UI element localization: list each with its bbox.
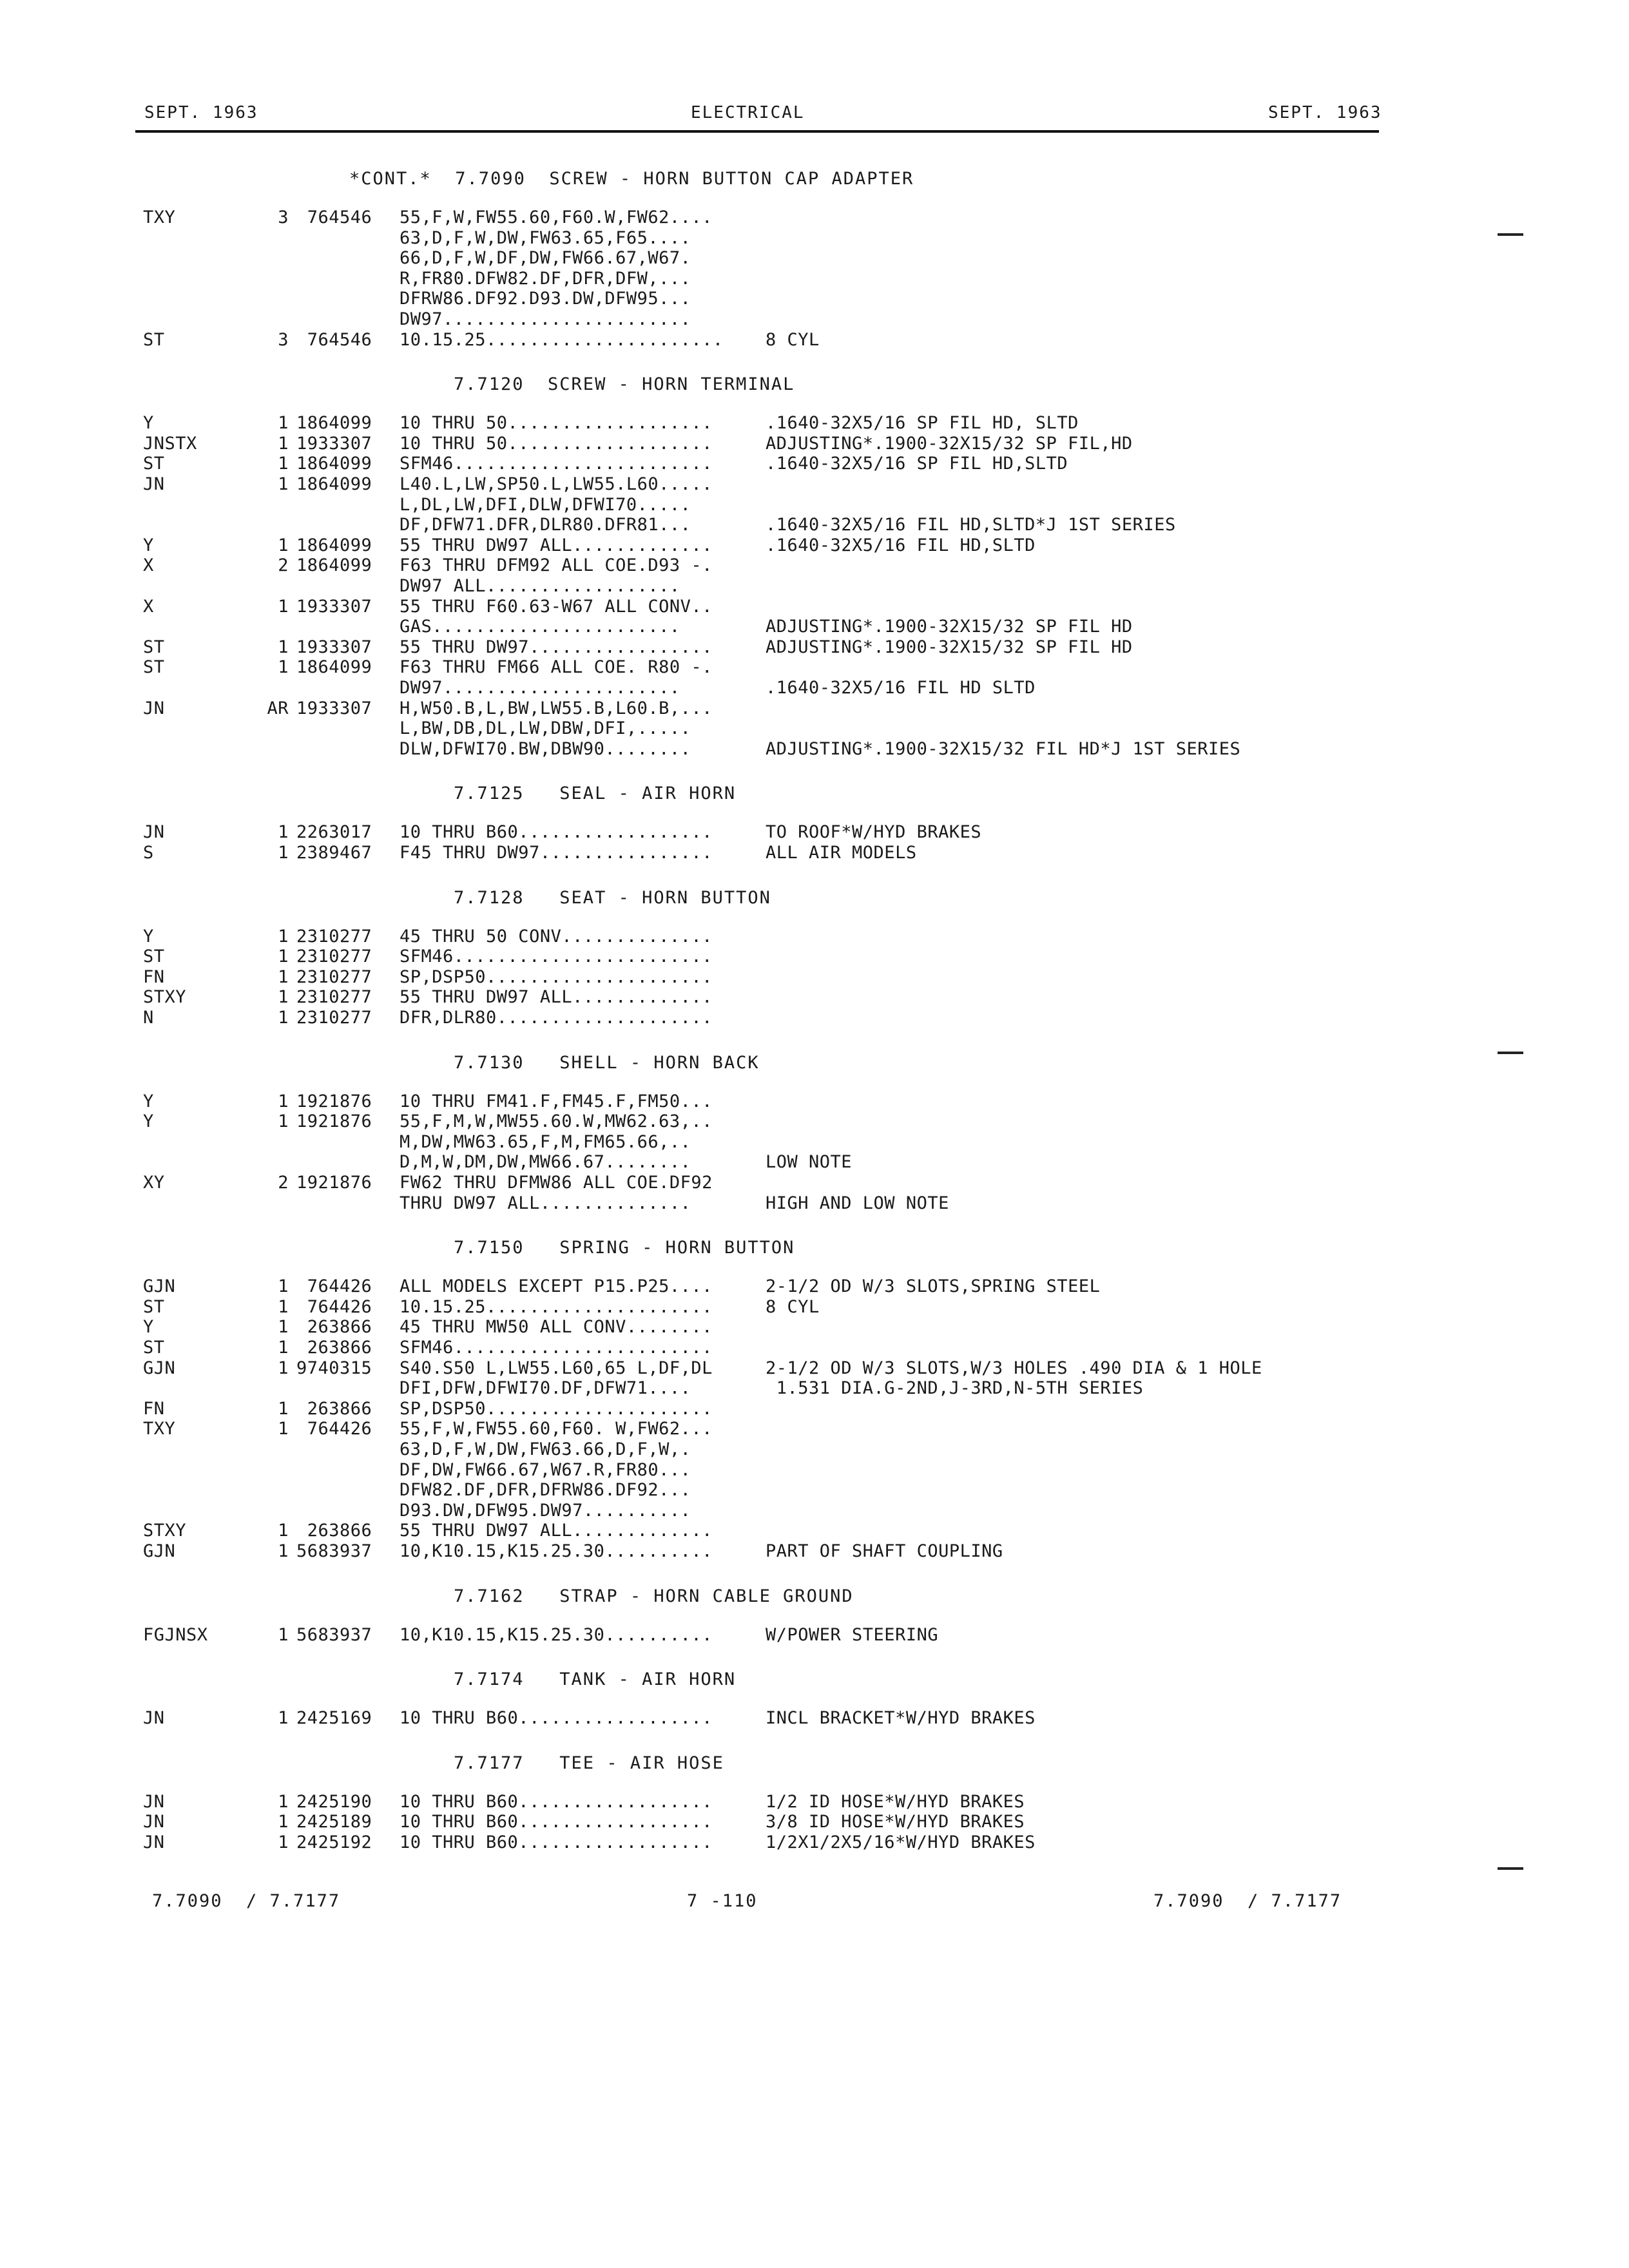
model-code: FGJNSX: [143, 1624, 208, 1645]
part-number: 263866: [296, 1521, 372, 1541]
description: PART OF SHAFT COUPLING: [766, 1541, 1003, 1561]
description: ADJUSTING*.1900-32X15/32 SP FIL HD: [766, 637, 1133, 657]
model-code: TXY: [143, 1419, 176, 1439]
description: 1/2 ID HOSE*W/HYD BRAKES: [766, 1791, 1025, 1812]
model-applicability: 10.15.25......................: [400, 329, 724, 350]
model-applicability: 55 THRU F60.63-W67 ALL CONV..: [400, 596, 713, 617]
model-code: S: [143, 843, 154, 863]
quantity: 1: [278, 413, 289, 434]
part-number: 1933307: [296, 433, 372, 454]
model-applicability: THRU DW97 ALL..............: [400, 1193, 691, 1213]
description: 3/8 ID HOSE*W/HYD BRAKES: [766, 1812, 1025, 1832]
header-title: ELECTRICAL: [691, 103, 805, 122]
model-applicability: 10 THRU FM41.F,FM45.F,FM50...: [400, 1091, 713, 1111]
model-applicability: DF,DW,FW66.67,W67.R,FR80...: [400, 1459, 691, 1480]
description: 1.531 DIA.G-2ND,J-3RD,N-5TH SERIES: [766, 1378, 1144, 1399]
part-number: 1864099: [296, 555, 372, 576]
part-number: 1921876: [296, 1091, 372, 1111]
model-code: FN: [143, 966, 165, 987]
model-applicability: F63 THRU FM66 ALL COE. R80 -.: [400, 657, 713, 678]
description: W/POWER STEERING: [766, 1624, 939, 1645]
model-applicability: F45 THRU DW97................: [400, 843, 713, 863]
part-number: 263866: [296, 1317, 372, 1338]
model-applicability: 10 THRU B60..................: [400, 1832, 713, 1852]
model-code: FN: [143, 1398, 165, 1419]
model-applicability: 63,D,F,W,DW,FW63.66,D,F,W,.: [400, 1439, 691, 1459]
model-applicability: L,DL,LW,DFI,DLW,DFWI70.....: [400, 494, 691, 515]
quantity: 1: [278, 1624, 289, 1645]
header-date-right: SEPT. 1963: [1268, 103, 1382, 122]
section-title: 7.7177 TEE - AIR HOSE: [454, 1753, 724, 1773]
model-applicability: DFI,DFW,DFWI70.DF,DFW71....: [400, 1378, 691, 1399]
model-code: JN: [143, 474, 165, 494]
description: 2-1/2 OD W/3 SLOTS,SPRING STEEL: [766, 1276, 1101, 1297]
model-code: Y: [143, 1111, 154, 1132]
part-number: 5683937: [296, 1624, 372, 1645]
description: ADJUSTING*.1900-32X15/32 SP FIL HD: [766, 617, 1133, 637]
description: ADJUSTING*.1900-32X15/32 SP FIL,HD: [766, 433, 1133, 454]
quantity: 1: [278, 474, 289, 494]
quantity: 1: [278, 966, 289, 987]
footer-range-left: 7.7090 / 7.7177: [152, 1891, 341, 1911]
section-title: 7.7174 TANK - AIR HORN: [454, 1669, 737, 1690]
model-code: Y: [143, 926, 154, 947]
model-applicability: 55,F,W,FW55.60,F60.W,FW62....: [400, 207, 713, 227]
margin-mark: [1498, 233, 1523, 236]
footer-range-right: 7.7090 / 7.7177: [1153, 1891, 1342, 1911]
quantity: 3: [278, 329, 289, 350]
description: TO ROOF*W/HYD BRAKES: [766, 822, 982, 843]
model-code: JN: [143, 1791, 165, 1812]
part-number: 1864099: [296, 413, 372, 434]
part-number: 2310277: [296, 947, 372, 967]
model-applicability: 10 THRU B60..................: [400, 1812, 713, 1832]
quantity: 1: [278, 433, 289, 454]
part-number: 9740315: [296, 1358, 372, 1378]
section-title: 7.7120 SCREW - HORN TERMINAL: [454, 374, 795, 395]
part-number: 2425169: [296, 1708, 372, 1729]
description: HIGH AND LOW NOTE: [766, 1193, 949, 1213]
quantity: 1: [278, 1276, 289, 1297]
model-code: XY: [143, 1173, 165, 1193]
part-number: 263866: [296, 1338, 372, 1358]
quantity: 1: [278, 596, 289, 617]
model-code: JN: [143, 698, 165, 718]
quantity: 1: [278, 454, 289, 474]
quantity: 1: [278, 926, 289, 947]
description: ALL AIR MODELS: [766, 843, 917, 863]
quantity: 1: [278, 1008, 289, 1028]
model-applicability: 10 THRU 50...................: [400, 433, 713, 454]
model-code: JN: [143, 1812, 165, 1832]
model-code: X: [143, 555, 154, 576]
model-applicability: M,DW,MW63.65,F,M,FM65.66,..: [400, 1131, 691, 1152]
quantity: 2: [278, 555, 289, 576]
model-applicability: 55 THRU DW97 ALL.............: [400, 987, 713, 1008]
model-code: Y: [143, 535, 154, 555]
part-number: 1921876: [296, 1173, 372, 1193]
description: 8 CYL: [766, 329, 820, 350]
quantity: 2: [278, 1173, 289, 1193]
model-applicability: GAS.......................: [400, 617, 680, 637]
quantity: 1: [278, 1317, 289, 1338]
model-code: Y: [143, 1091, 154, 1111]
section-title: 7.7125 SEAL - AIR HORN: [454, 783, 737, 804]
part-number: 1864099: [296, 535, 372, 555]
part-number: 2310277: [296, 987, 372, 1008]
model-applicability: R,FR80.DFW82.DF,DFR,DFW,...: [400, 268, 691, 289]
description: 2-1/2 OD W/3 SLOTS,W/3 HOLES .490 DIA & 1 HOLE: [766, 1358, 1262, 1378]
model-applicability: SFM46........................: [400, 1338, 713, 1358]
description: 1/2X1/2X5/16*W/HYD BRAKES: [766, 1832, 1036, 1852]
section-title: *CONT.* 7.7090 SCREW - HORN BUTTON CAP ADAPTER: [349, 169, 914, 189]
model-code: TXY: [143, 207, 176, 227]
model-applicability: DLW,DFWI70.BW,DBW90........: [400, 738, 691, 759]
model-applicability: 55,F,W,FW55.60,F60. W,FW62...: [400, 1419, 713, 1439]
part-number: 2310277: [296, 966, 372, 987]
model-applicability: 66,D,F,W,DF,DW,FW66.67,W67.: [400, 248, 691, 269]
model-code: Y: [143, 1317, 154, 1338]
model-code: ST: [143, 657, 165, 678]
part-number: 764426: [296, 1296, 372, 1317]
description: 8 CYL: [766, 1296, 820, 1317]
model-applicability: 55 THRU DW97.................: [400, 637, 713, 657]
quantity: 1: [278, 1091, 289, 1111]
quantity: 1: [278, 657, 289, 678]
part-number: 1933307: [296, 637, 372, 657]
model-code: ST: [143, 947, 165, 967]
model-code: STXY: [143, 1521, 187, 1541]
model-code: ST: [143, 1296, 165, 1317]
model-applicability: 10.15.25.....................: [400, 1296, 713, 1317]
header-date-left: SEPT. 1963: [144, 103, 258, 122]
quantity: 1: [278, 947, 289, 967]
model-code: JN: [143, 822, 165, 843]
model-code: GJN: [143, 1541, 176, 1561]
quantity: 1: [278, 1296, 289, 1317]
quantity: 1: [278, 1708, 289, 1729]
part-number: 1864099: [296, 474, 372, 494]
description: INCL BRACKET*W/HYD BRAKES: [766, 1708, 1036, 1729]
quantity: 1: [278, 637, 289, 657]
model-applicability: SFM46........................: [400, 947, 713, 967]
part-number: 1933307: [296, 698, 372, 718]
part-number: 2389467: [296, 843, 372, 863]
model-applicability: 10 THRU B60..................: [400, 1708, 713, 1729]
section-title: 7.7162 STRAP - HORN CABLE GROUND: [454, 1586, 854, 1606]
section-title: 7.7128 SEAT - HORN BUTTON: [454, 887, 771, 908]
description: LOW NOTE: [766, 1152, 853, 1173]
model-code: ST: [143, 1338, 165, 1358]
model-applicability: SP,DSP50.....................: [400, 966, 713, 987]
model-applicability: L,BW,DB,DL,LW,DBW,DFI,.....: [400, 718, 691, 739]
margin-mark: [1498, 1052, 1523, 1054]
description: .1640-32X5/16 FIL HD,SLTD: [766, 535, 1036, 555]
part-number: 764546: [296, 207, 372, 227]
part-number: 263866: [296, 1398, 372, 1419]
quantity: 1: [278, 987, 289, 1008]
quantity: 1: [278, 1541, 289, 1561]
part-number: 2310277: [296, 926, 372, 947]
model-code: GJN: [143, 1276, 176, 1297]
part-number: 1933307: [296, 596, 372, 617]
quantity: 1: [278, 1791, 289, 1812]
model-applicability: 10 THRU 50...................: [400, 413, 713, 434]
part-number: 2263017: [296, 822, 372, 843]
quantity: 1: [278, 1338, 289, 1358]
model-applicability: DF,DFW71.DFR,DLR80.DFR81...: [400, 515, 691, 535]
model-code: JN: [143, 1708, 165, 1729]
part-number: 764426: [296, 1276, 372, 1297]
part-number: 1921876: [296, 1111, 372, 1132]
quantity: 1: [278, 822, 289, 843]
model-applicability: DFRW86.DF92.D93.DW,DFW95...: [400, 289, 691, 309]
quantity: 1: [278, 535, 289, 555]
part-number: 1864099: [296, 657, 372, 678]
model-applicability: DW97.......................: [400, 309, 691, 329]
model-applicability: L40.L,LW,SP50.L,LW55.L60.....: [400, 474, 713, 494]
model-applicability: D,M,W,DM,DW,MW66.67........: [400, 1152, 691, 1173]
model-applicability: F63 THRU DFM92 ALL COE.D93 -.: [400, 555, 713, 576]
margin-mark: [1498, 1867, 1523, 1870]
model-applicability: DW97 ALL..................: [400, 576, 680, 596]
part-number: 764426: [296, 1419, 372, 1439]
part-number: 5683937: [296, 1541, 372, 1561]
model-applicability: H,W50.B,L,BW,LW55.B,L60.B,...: [400, 698, 713, 718]
model-code: ST: [143, 637, 165, 657]
description: .1640-32X5/16 SP FIL HD,SLTD: [766, 454, 1068, 474]
model-applicability: S40.S50 L,LW55.L60,65 L,DF,DL: [400, 1358, 713, 1378]
model-code: STXY: [143, 987, 187, 1008]
quantity: 3: [278, 207, 289, 227]
model-applicability: FW62 THRU DFMW86 ALL COE.DF92: [400, 1173, 713, 1193]
model-code: JN: [143, 1832, 165, 1852]
model-code: N: [143, 1008, 154, 1028]
model-code: GJN: [143, 1358, 176, 1378]
model-applicability: SFM46........................: [400, 454, 713, 474]
model-code: JNSTX: [143, 433, 197, 454]
part-number: 2425190: [296, 1791, 372, 1812]
model-applicability: D93.DW,DFW95.DW97..........: [400, 1500, 691, 1521]
model-code: X: [143, 596, 154, 617]
model-code: Y: [143, 413, 154, 434]
model-applicability: ALL MODELS EXCEPT P15.P25....: [400, 1276, 713, 1297]
part-number: 2310277: [296, 1008, 372, 1028]
model-code: ST: [143, 454, 165, 474]
quantity: 1: [278, 843, 289, 863]
model-applicability: SP,DSP50.....................: [400, 1398, 713, 1419]
model-applicability: 10,K10.15,K15.25.30..........: [400, 1541, 713, 1561]
quantity: 1: [278, 1521, 289, 1541]
part-number: 2425189: [296, 1812, 372, 1832]
quantity: 1: [278, 1398, 289, 1419]
description: .1640-32X5/16 FIL HD,SLTD*J 1ST SERIES: [766, 515, 1176, 535]
description: ADJUSTING*.1900-32X15/32 FIL HD*J 1ST SERIES: [766, 738, 1241, 759]
model-applicability: 45 THRU 50 CONV..............: [400, 926, 713, 947]
part-number: 1864099: [296, 454, 372, 474]
quantity: AR: [267, 698, 289, 718]
model-applicability: 10,K10.15,K15.25.30..........: [400, 1624, 713, 1645]
part-number: 2425192: [296, 1832, 372, 1852]
model-applicability: DFR,DLR80....................: [400, 1008, 713, 1028]
model-applicability: 45 THRU MW50 ALL CONV........: [400, 1317, 713, 1338]
model-applicability: 10 THRU B60..................: [400, 1791, 713, 1812]
model-applicability: 55 THRU DW97 ALL.............: [400, 535, 713, 555]
footer-page-number: 7 -110: [687, 1891, 758, 1911]
model-applicability: 55,F,M,W,MW55.60.W,MW62.63,..: [400, 1111, 713, 1132]
model-code: ST: [143, 329, 165, 350]
model-applicability: 63,D,F,W,DW,FW63.65,F65....: [400, 227, 691, 248]
header-rule: [135, 130, 1379, 133]
description: .1640-32X5/16 SP FIL HD, SLTD: [766, 413, 1079, 434]
quantity: 1: [278, 1111, 289, 1132]
section-title: 7.7130 SHELL - HORN BACK: [454, 1052, 760, 1073]
model-applicability: 55 THRU DW97 ALL.............: [400, 1521, 713, 1541]
section-title: 7.7150 SPRING - HORN BUTTON: [454, 1238, 795, 1258]
quantity: 1: [278, 1812, 289, 1832]
model-applicability: DW97......................: [400, 678, 680, 698]
quantity: 1: [278, 1832, 289, 1852]
model-applicability: 10 THRU B60..................: [400, 822, 713, 843]
model-applicability: DFW82.DF,DFR,DFRW86.DF92...: [400, 1480, 691, 1501]
description: .1640-32X5/16 FIL HD SLTD: [766, 678, 1036, 698]
quantity: 1: [278, 1419, 289, 1439]
part-number: 764546: [296, 329, 372, 350]
quantity: 1: [278, 1358, 289, 1378]
